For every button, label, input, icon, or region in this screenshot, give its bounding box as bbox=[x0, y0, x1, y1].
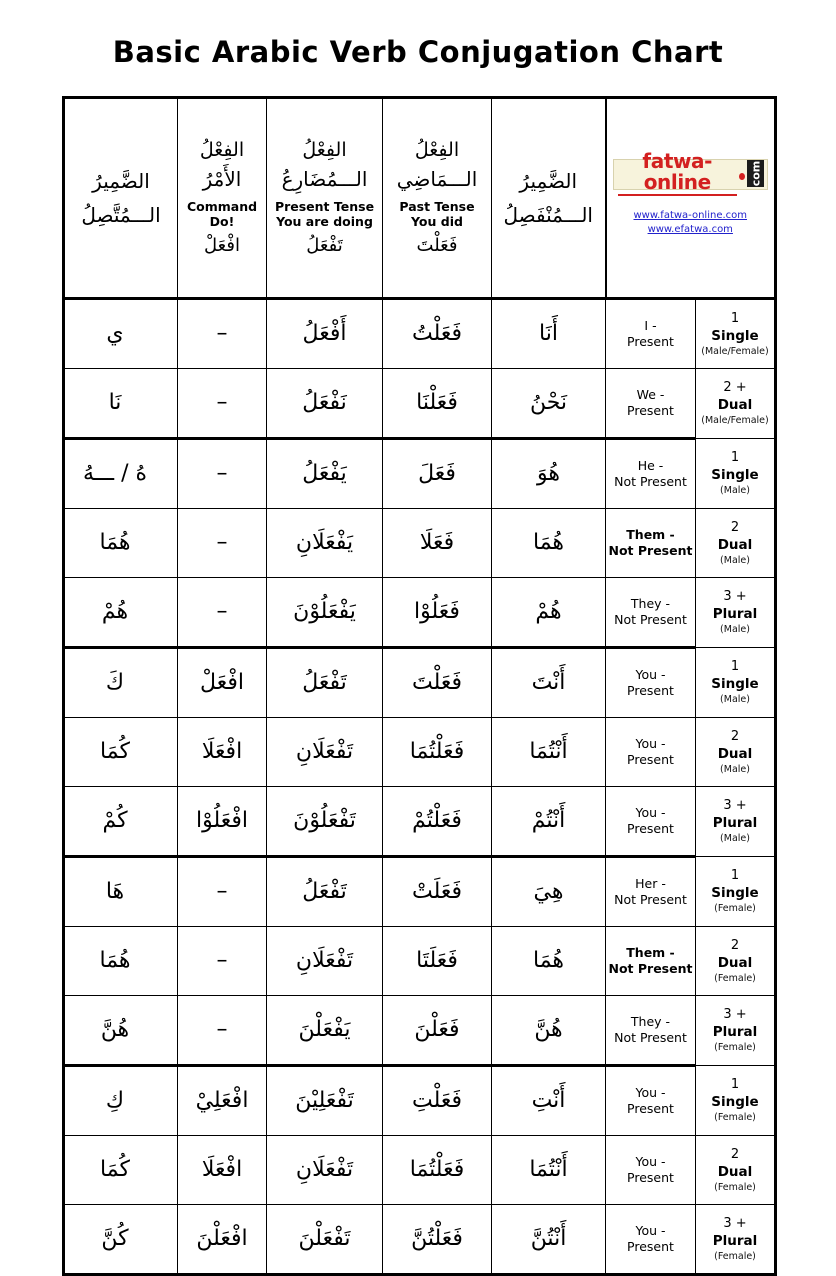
cell-attached-pronoun: هُمَا bbox=[64, 509, 178, 578]
logo-links bbox=[634, 209, 748, 238]
cell-detached-pronoun: أَنْتِ bbox=[492, 1066, 606, 1136]
cell-present-tense: تَفْعَلِيْنَ bbox=[267, 1066, 383, 1136]
cell-past-tense: فَعَلْتَ bbox=[383, 648, 492, 718]
header-past-tense bbox=[383, 98, 492, 299]
meaning-line-2: Present bbox=[627, 752, 674, 767]
fatwa-online-logo bbox=[613, 149, 769, 194]
cell-command: افْعَلَا bbox=[178, 1136, 267, 1205]
cell-attached-pronoun: نَا bbox=[64, 369, 178, 439]
header-detached-line2: الـــمُنْفَصِلُ bbox=[503, 203, 593, 227]
header-command-example: افْعَلْ bbox=[204, 235, 240, 257]
cell-detached-pronoun: أَنْتُمَا bbox=[492, 718, 606, 787]
number-gender: (Female) bbox=[714, 903, 756, 915]
meaning-line-1: You - bbox=[635, 736, 666, 752]
cell-present-tense: تَفْعَلَانِ bbox=[267, 718, 383, 787]
cell-past-tense: فَعَلُوْا bbox=[383, 578, 492, 648]
meaning-line-1: You - bbox=[635, 1223, 666, 1239]
meaning-line-2: Not Present bbox=[614, 892, 687, 907]
number-kind: Plural bbox=[712, 815, 758, 831]
cell-number-gender bbox=[696, 1205, 776, 1275]
cell-past-tense: فَعَلَا bbox=[383, 509, 492, 578]
table-body bbox=[64, 98, 776, 1275]
table-row bbox=[64, 996, 776, 1066]
cell-number-gender bbox=[696, 996, 776, 1066]
cell-command: – bbox=[178, 857, 267, 927]
table-row bbox=[64, 718, 776, 787]
meaning-line-2: Not Present bbox=[614, 612, 687, 627]
number-kind: Single bbox=[711, 676, 759, 692]
header-command-main: الأَمْرُ bbox=[202, 166, 242, 191]
meaning-line-2: Present bbox=[627, 1170, 674, 1185]
table-row bbox=[64, 1205, 776, 1275]
cell-detached-pronoun: هُوَ bbox=[492, 439, 606, 509]
number-gender: (Male) bbox=[720, 833, 750, 845]
cell-detached-pronoun: هُمَا bbox=[492, 509, 606, 578]
site-link-primary[interactable]: www.fatwa-online.com bbox=[633, 209, 748, 221]
number-gender: (Male/Female) bbox=[701, 415, 769, 427]
meaning-line-2: Not Present bbox=[614, 474, 687, 489]
number-count: 1 bbox=[730, 659, 740, 675]
cell-command: افْعَلِيْ bbox=[178, 1066, 267, 1136]
cell-detached-pronoun: هِيَ bbox=[492, 857, 606, 927]
number-count: 2 bbox=[730, 1146, 740, 1162]
cell-attached-pronoun: هُ / ـــهُ bbox=[64, 439, 178, 509]
cell-present-tense: يَفْعَلْنَ bbox=[267, 996, 383, 1066]
header-attached-line1: الضَّمِيرُ bbox=[92, 169, 150, 193]
cell-past-tense: فَعَلَ bbox=[383, 439, 492, 509]
header-past-en1: Past Tense bbox=[399, 198, 475, 214]
cell-present-tense: تَفْعَلَانِ bbox=[267, 1136, 383, 1205]
table-row bbox=[64, 1066, 776, 1136]
cell-number-gender bbox=[696, 578, 776, 648]
cell-meaning bbox=[606, 927, 696, 996]
number-kind: Plural bbox=[712, 1024, 758, 1040]
meaning-line-2: Present bbox=[627, 821, 674, 836]
cell-meaning bbox=[606, 648, 696, 718]
cell-attached-pronoun: كُمَا bbox=[64, 1136, 178, 1205]
cell-past-tense: فَعَلْتُمَا bbox=[383, 718, 492, 787]
number-count: 2 bbox=[730, 728, 740, 744]
table-row bbox=[64, 439, 776, 509]
header-past-main: الـــمَاضِي bbox=[396, 166, 478, 191]
header-present-tense bbox=[267, 98, 383, 299]
cell-command: – bbox=[178, 299, 267, 369]
meaning-line-1: They - bbox=[630, 596, 671, 612]
cell-attached-pronoun: كَ bbox=[64, 648, 178, 718]
number-kind: Dual bbox=[717, 745, 753, 762]
logo-tld-text: com bbox=[749, 160, 763, 187]
cell-command: – bbox=[178, 439, 267, 509]
header-present-en2: You are doing bbox=[276, 214, 373, 230]
number-count: 2 + bbox=[723, 380, 747, 396]
header-attached-pronoun bbox=[64, 98, 178, 299]
number-gender: (Female) bbox=[714, 1250, 756, 1262]
header-attached-line2: الـــمُتَّصِلُ bbox=[81, 203, 161, 227]
number-kind: Plural bbox=[712, 1232, 758, 1249]
header-past-top: الفِعْلُ bbox=[414, 139, 460, 162]
number-kind: Dual bbox=[717, 397, 753, 413]
site-link-secondary[interactable]: www.efatwa.com bbox=[647, 224, 733, 235]
cell-present-tense: تَفْعَلَانِ bbox=[267, 927, 383, 996]
number-gender: (Male) bbox=[720, 624, 750, 636]
cell-meaning bbox=[606, 439, 696, 509]
meaning-line-2: Present bbox=[627, 683, 674, 698]
table-row bbox=[64, 927, 776, 996]
number-count: 3 + bbox=[723, 1007, 747, 1023]
header-command-en2: Do! bbox=[209, 214, 235, 230]
table-row bbox=[64, 369, 776, 439]
header-detached-line1: الضَّمِيرُ bbox=[519, 169, 578, 193]
meaning-line-2: Not Present bbox=[614, 1030, 687, 1045]
cell-present-tense: تَفْعَلُ bbox=[267, 648, 383, 718]
cell-meaning bbox=[606, 1066, 696, 1136]
logo-dot-icon bbox=[739, 173, 745, 180]
cell-detached-pronoun: أَنَا bbox=[492, 299, 606, 369]
meaning-line-1: They - bbox=[630, 1014, 671, 1030]
number-kind: Single bbox=[711, 327, 759, 344]
conjugation-chart bbox=[62, 96, 774, 1276]
cell-number-gender bbox=[696, 299, 776, 369]
number-kind: Dual bbox=[717, 536, 753, 553]
meaning-line-1: You - bbox=[635, 1085, 666, 1101]
cell-attached-pronoun: كُنَّ bbox=[64, 1205, 178, 1275]
cell-number-gender bbox=[696, 787, 776, 857]
number-count: 3 + bbox=[723, 1215, 747, 1231]
meaning-line-1: He - bbox=[637, 458, 664, 474]
cell-present-tense: تَفْعَلُ bbox=[267, 857, 383, 927]
meaning-line-1: We - bbox=[636, 387, 665, 403]
page-title: Basic Arabic Verb Conjugation Chart bbox=[112, 35, 724, 69]
cell-attached-pronoun: كِ bbox=[64, 1066, 178, 1136]
cell-command: – bbox=[178, 578, 267, 648]
cell-present-tense: تَفْعَلْنَ bbox=[267, 1205, 383, 1275]
cell-number-gender bbox=[696, 927, 776, 996]
number-count: 1 bbox=[730, 1077, 740, 1093]
number-gender: (Male) bbox=[720, 554, 750, 566]
number-count: 1 bbox=[730, 868, 740, 884]
header-present-main: الـــمُضَارِعُ bbox=[281, 166, 368, 191]
header-command-en1: Command bbox=[186, 198, 258, 214]
cell-present-tense: يَفْعَلُ bbox=[267, 439, 383, 509]
table-row bbox=[64, 648, 776, 718]
cell-meaning bbox=[606, 996, 696, 1066]
cell-past-tense: فَعَلْنَا bbox=[383, 369, 492, 439]
cell-command: – bbox=[178, 509, 267, 578]
number-gender: (Female) bbox=[714, 972, 756, 984]
number-gender: (Male/Female) bbox=[701, 345, 769, 357]
logo-tld-box bbox=[747, 160, 764, 187]
cell-command: افْعَلْ bbox=[178, 648, 267, 718]
table-row bbox=[64, 787, 776, 857]
number-count: 3 + bbox=[723, 798, 747, 814]
cell-number-gender bbox=[696, 509, 776, 578]
cell-present-tense: نَفْعَلُ bbox=[267, 369, 383, 439]
cell-detached-pronoun: أَنْتُمْ bbox=[492, 787, 606, 857]
cell-attached-pronoun: كُمَا bbox=[64, 718, 178, 787]
header-present-en1: Present Tense bbox=[274, 198, 375, 214]
header-past-en2: You did bbox=[411, 214, 463, 230]
number-gender: (Female) bbox=[714, 1042, 756, 1054]
cell-number-gender bbox=[696, 1066, 776, 1136]
number-kind: Single bbox=[711, 885, 759, 901]
cell-meaning bbox=[606, 509, 696, 578]
cell-number-gender bbox=[696, 369, 776, 439]
number-gender: (Male) bbox=[720, 694, 750, 706]
meaning-line-1: I - bbox=[644, 318, 657, 334]
cell-command: افْعَلُوْا bbox=[178, 787, 267, 857]
meaning-line-2: Not Present bbox=[608, 961, 693, 976]
cell-number-gender bbox=[696, 439, 776, 509]
number-count: 1 bbox=[730, 310, 740, 326]
cell-number-gender bbox=[696, 857, 776, 927]
header-detached-pronoun bbox=[492, 98, 606, 299]
table-row bbox=[64, 578, 776, 648]
header-command-top: الفِعْلُ bbox=[199, 139, 245, 162]
cell-past-tense: فَعَلْتُنَّ bbox=[383, 1205, 492, 1275]
cell-past-tense: فَعَلْنَ bbox=[383, 996, 492, 1066]
number-gender: (Male) bbox=[720, 763, 750, 775]
cell-detached-pronoun: هُنَّ bbox=[492, 996, 606, 1066]
meaning-line-2: Present bbox=[627, 334, 674, 349]
table-row bbox=[64, 857, 776, 927]
cell-meaning bbox=[606, 718, 696, 787]
header-past-example: فَعَلْتَ bbox=[416, 235, 458, 257]
meaning-line-1: You - bbox=[635, 1154, 666, 1170]
header-command bbox=[178, 98, 267, 299]
meaning-line-2: Present bbox=[627, 1101, 674, 1116]
cell-detached-pronoun: أَنْتُنَّ bbox=[492, 1205, 606, 1275]
cell-number-gender bbox=[696, 718, 776, 787]
conjugation-table bbox=[62, 96, 777, 1276]
cell-past-tense: فَعَلْتُ bbox=[383, 299, 492, 369]
cell-meaning bbox=[606, 578, 696, 648]
table-row bbox=[64, 509, 776, 578]
cell-attached-pronoun: ي bbox=[64, 299, 178, 369]
table-row bbox=[64, 299, 776, 369]
cell-detached-pronoun: أَنْتُمَا bbox=[492, 1136, 606, 1205]
cell-attached-pronoun: كُمْ bbox=[64, 787, 178, 857]
number-count: 1 bbox=[730, 450, 740, 466]
number-count: 3 + bbox=[723, 589, 747, 605]
cell-meaning bbox=[606, 299, 696, 369]
cell-meaning bbox=[606, 1136, 696, 1205]
header-present-example: تَفْعَلُ bbox=[306, 235, 343, 257]
cell-present-tense: يَفْعَلَانِ bbox=[267, 509, 383, 578]
cell-command: – bbox=[178, 369, 267, 439]
cell-meaning bbox=[606, 369, 696, 439]
cell-present-tense: تَفْعَلُوْنَ bbox=[267, 787, 383, 857]
cell-past-tense: فَعَلْتُمَا bbox=[383, 1136, 492, 1205]
number-count: 2 bbox=[730, 937, 740, 953]
cell-command: – bbox=[178, 996, 267, 1066]
cell-past-tense: فَعَلَتْ bbox=[383, 857, 492, 927]
header-present-top: الفِعْلُ bbox=[302, 139, 347, 162]
cell-present-tense: أَفْعَلُ bbox=[267, 299, 383, 369]
number-kind: Dual bbox=[717, 954, 753, 971]
meaning-line-1: Them - bbox=[626, 945, 675, 961]
cell-number-gender bbox=[696, 1136, 776, 1205]
number-gender: (Female) bbox=[714, 1112, 756, 1124]
header-logo-cell bbox=[606, 98, 776, 299]
cell-detached-pronoun: أَنْتَ bbox=[492, 648, 606, 718]
cell-command: افْعَلْنَ bbox=[178, 1205, 267, 1275]
cell-detached-pronoun: هُمَا bbox=[492, 927, 606, 996]
meaning-line-2: Present bbox=[627, 403, 674, 418]
cell-command: افْعَلَا bbox=[178, 718, 267, 787]
logo-brand-text: fatwa-online bbox=[618, 151, 738, 196]
cell-number-gender bbox=[696, 648, 776, 718]
number-kind: Single bbox=[711, 1094, 759, 1110]
number-count: 2 bbox=[730, 519, 740, 535]
meaning-line-2: Not Present bbox=[608, 543, 693, 558]
cell-meaning bbox=[606, 857, 696, 927]
cell-command: – bbox=[178, 927, 267, 996]
meaning-line-1: Them - bbox=[626, 527, 675, 543]
number-kind: Plural bbox=[712, 606, 758, 622]
meaning-line-1: Her - bbox=[635, 876, 666, 892]
cell-attached-pronoun: هَا bbox=[64, 857, 178, 927]
cell-attached-pronoun: هُمْ bbox=[64, 578, 178, 648]
cell-detached-pronoun: هُمْ bbox=[492, 578, 606, 648]
number-kind: Single bbox=[711, 467, 759, 483]
table-header-row bbox=[64, 98, 776, 299]
cell-past-tense: فَعَلْتِ bbox=[383, 1066, 492, 1136]
cell-past-tense: فَعَلَتَا bbox=[383, 927, 492, 996]
cell-meaning bbox=[606, 1205, 696, 1275]
cell-meaning bbox=[606, 787, 696, 857]
number-gender: (Male) bbox=[720, 485, 750, 497]
meaning-line-1: You - bbox=[635, 667, 666, 683]
meaning-line-2: Present bbox=[627, 1239, 674, 1254]
cell-detached-pronoun: نَحْنُ bbox=[492, 369, 606, 439]
cell-present-tense: يَفْعَلُوْنَ bbox=[267, 578, 383, 648]
table-row bbox=[64, 1136, 776, 1205]
cell-attached-pronoun: هُنَّ bbox=[64, 996, 178, 1066]
number-kind: Dual bbox=[717, 1163, 753, 1180]
cell-past-tense: فَعَلْتُمْ bbox=[383, 787, 492, 857]
cell-attached-pronoun: هُمَا bbox=[64, 927, 178, 996]
meaning-line-1: You - bbox=[635, 805, 666, 821]
number-gender: (Female) bbox=[714, 1181, 756, 1193]
